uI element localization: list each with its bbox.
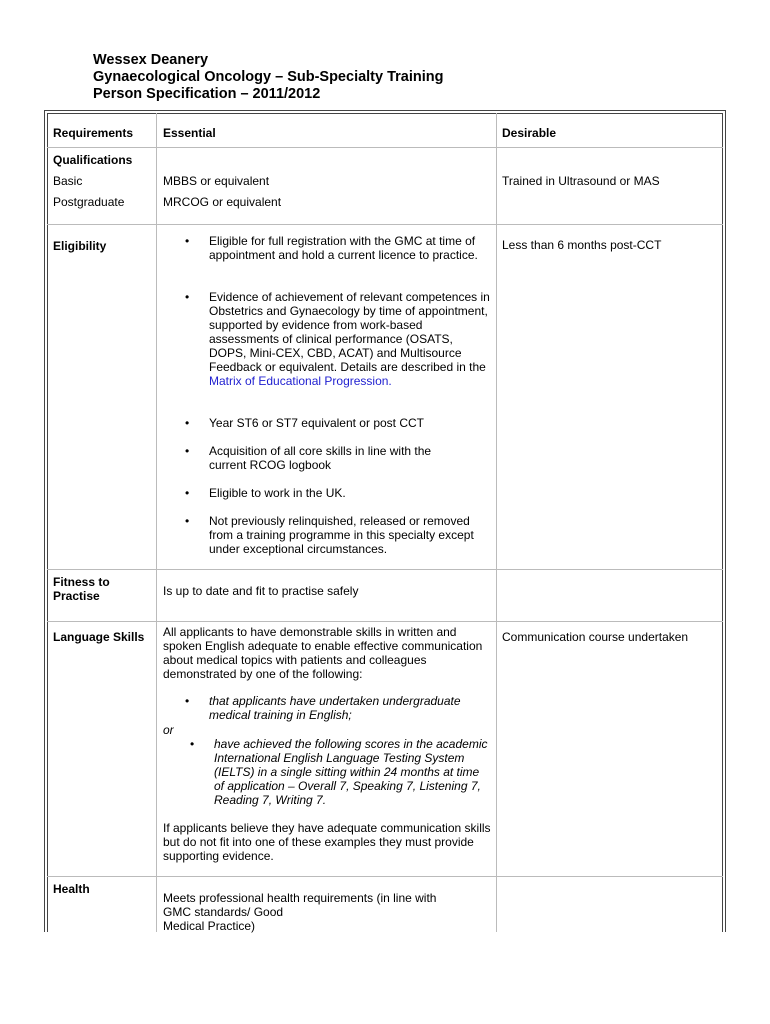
bullet-icon: • [185, 234, 190, 248]
title-line-3: Person Specification – 2011/2012 [93, 86, 321, 102]
row-divider [47, 224, 723, 225]
language-outro: If applicants believe they have adequate communication skills but do not fit into one of these examples they must provide supporting evidence. [163, 821, 491, 863]
title-line-2: Gynaecological Oncology – Sub-Specialty Training [93, 69, 444, 85]
eligibility-bullet-2 [209, 290, 491, 388]
row-label-health: Health [53, 882, 90, 896]
row-label-qualifications: Qualifications [53, 153, 133, 167]
col-header-requirements: Requirements [53, 126, 134, 140]
qual-basic-label: Basic [53, 174, 83, 188]
column-divider [496, 113, 497, 932]
eligibility-bullet-3: Year ST6 or ST7 equivalent or post CCT [209, 416, 424, 430]
bullet-icon: • [185, 514, 190, 528]
language-bullet-2: have achieved the following scores in the academic International English Language Testing System (IELTS) in a single sitting within 24 months at time of application – Overall 7, Speaking 7, Listening 7, Reading 7, Writing 7. [214, 737, 488, 807]
eligibility-desirable: Less than 6 months post-CCT [502, 238, 662, 252]
row-label-fitness: Fitness to Practise [53, 575, 110, 603]
bullet-icon: • [185, 694, 190, 708]
column-divider [156, 113, 157, 932]
fitness-essential: Is up to date and fit to practise safely [163, 584, 359, 598]
title-line-1: Wessex Deanery [93, 52, 209, 68]
qual-post-essential: MRCOG or equivalent [163, 195, 282, 209]
bullet-icon: • [185, 486, 190, 500]
eligibility-bullet-4: Acquisition of all core skills in line with the current RCOG logbook [209, 444, 432, 472]
health-essential-line-3: Medical Practice) [163, 919, 256, 933]
row-divider [47, 621, 723, 622]
health-essential-line-2: GMC standards/ Good [163, 905, 284, 919]
eligibility-bullet-1: Eligible for full registration with the GMC at time of appointment and hold a current licence to practice. [209, 234, 478, 262]
eligibility-bullet-5: Eligible to work in the UK. [209, 486, 346, 500]
qual-basic-essential: MBBS or equivalent [163, 174, 270, 188]
col-header-essential: Essential [163, 126, 216, 140]
row-divider [47, 876, 723, 877]
document-title [93, 52, 444, 103]
row-label-eligibility: Eligibility [53, 239, 107, 253]
eligibility-bullet-6: Not previously relinquished, released or removed from a training programme in this specialty except under exceptional circumstances. [209, 514, 474, 556]
bullet-icon: • [185, 444, 190, 458]
row-divider [47, 569, 723, 570]
bullet-icon: • [190, 737, 195, 751]
row-divider [47, 147, 723, 148]
qual-basic-desirable: Trained in Ultrasound or MAS [502, 174, 660, 188]
language-bullet-1: that applicants have undertaken undergraduate medical training in English; [209, 694, 461, 722]
qual-post-label: Postgraduate [53, 195, 125, 209]
row-label-language: Language Skills [53, 630, 145, 644]
language-desirable: Communication course undertaken [502, 630, 689, 644]
eligibility-bullet-2-text: Evidence of achievement of relevant competences in Obstetrics and Gynaecology by time of appointment, supported by evidence from work-based assessments of clinical performance (OSATS, DOPS, Mini-CEX, CBD, ACAT) and Multisource Feedback or equivalent. Details are described in the [209, 290, 490, 374]
bullet-icon: • [185, 416, 190, 430]
bullet-icon: • [185, 290, 190, 304]
language-or: or [163, 723, 174, 737]
language-intro: All applicants to have demonstrable skills in written and spoken English adequate to enable effective communication about medical topics with patients and colleagues demonstrated by one of the following: [163, 625, 483, 681]
health-essential-line-1: Meets professional health requirements (in line with [163, 891, 437, 905]
matrix-link[interactable]: Matrix of Educational Progression. [209, 374, 392, 388]
col-header-desirable: Desirable [502, 126, 557, 140]
